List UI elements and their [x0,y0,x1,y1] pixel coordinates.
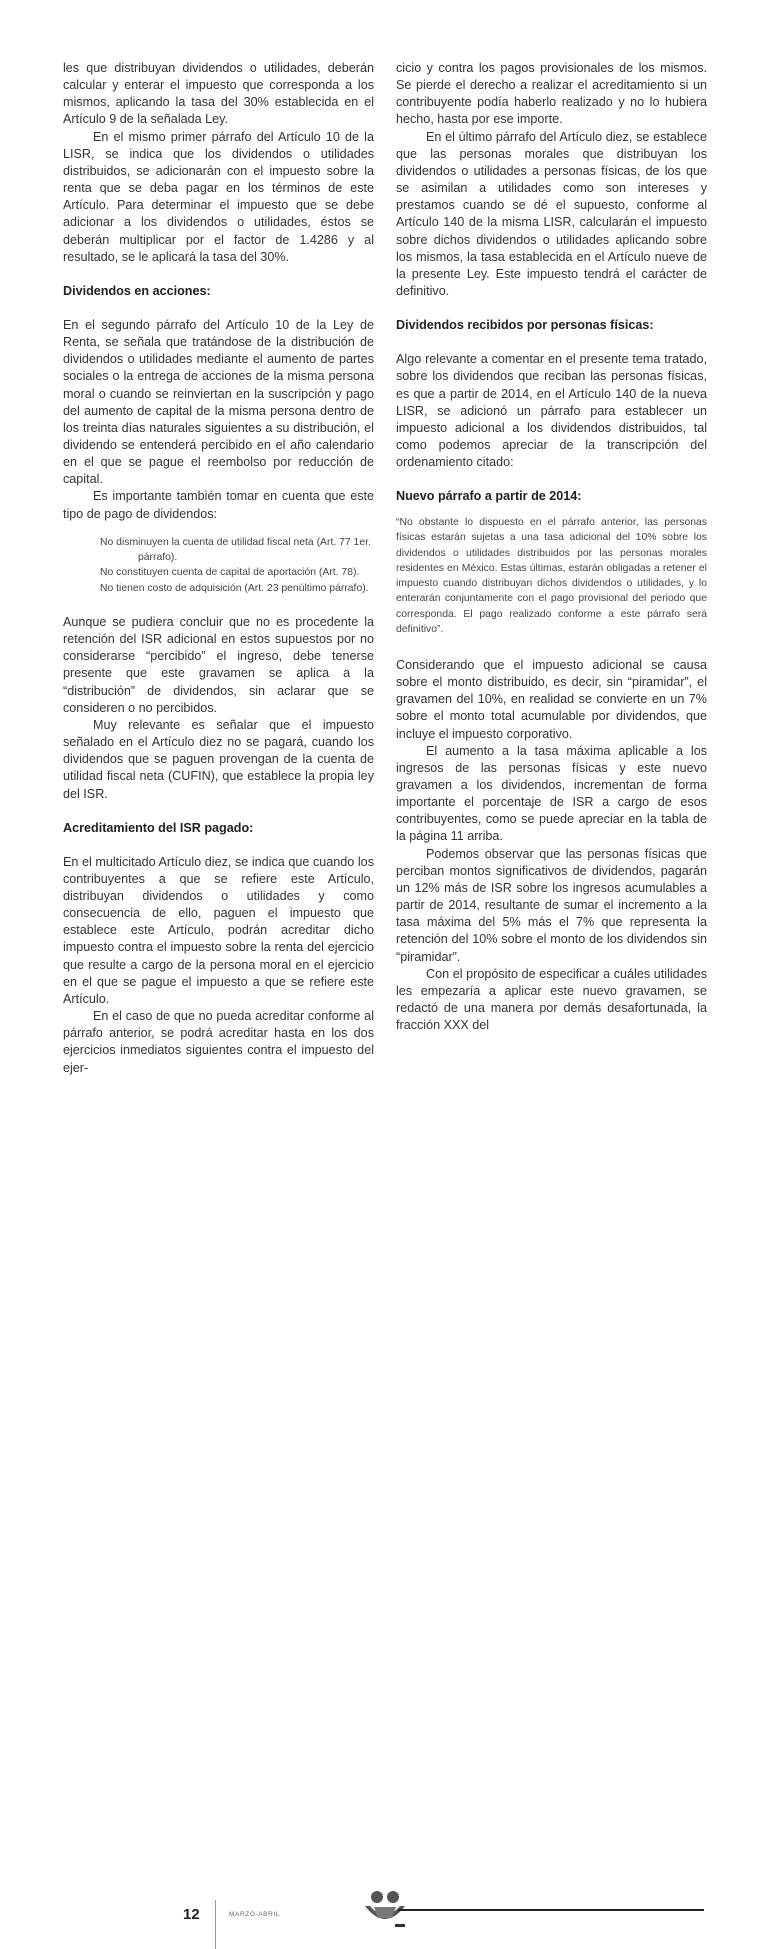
paragraph: Podemos observar que las personas físicas que perciban montos significativos de dividendos, pagarán un 12% más de ISR sobre los ingresos acumulables a partir de 2014, resultante de sumar el incremento a la tasa máxima del 5% más el 7% que representa la retención del 10% sobre el monto de los dividendos sin “piramidar”. [396,846,707,964]
law-quote: “No obstante lo dispuesto en el párrafo anterior, las personas físicas estarán sujetas a una tasa adicional del 10% sobre los dividendos o utilidades distribuidos por las personas morales residentes en México. Estas últimas, estarán obligadas a retener el impuesto cuando distribuyan dichos dividendos o utilidades, y lo enterarán conjuntamente con el pago provisional del periodo que corresponda. El pago realizado conforme a este párrafo será definitivo”. [396,517,707,635]
paragraph: Considerando que el impuesto adicional se causa sobre el monto distribuido, es decir, sin “piramidar”, el gravamen del 10%, en realidad se convierte en un 7% sobre el monto total acumulable por dividendos, que incluye el impuesto corporativo. [396,657,707,741]
dividend-conditions-list [63,535,374,596]
section-heading: Acreditamiento del ISR pagado: [63,820,254,835]
paragraph: Es importante también tomar en cuenta que este tipo de pago de dividendos: [63,489,374,521]
paragraph: les que distribuyan dividendos o utilidades, deberán calcular y enterar el impuesto que corresponda a los mismos, aplicando la tasa del 30% establecida en el Artículo 9 de la señalada Ley. [63,61,374,127]
footer-divider [215,1900,216,1949]
paragraph: Muy relevante es señalar que el impuesto señalado en el Artículo diez no se pagará, cuando los dividendos que se paguen provengan de la cuenta de utilidad fiscal neta (CUFIN), que establece la propia ley del ISR. [63,717,374,801]
page-number: 12 [183,1906,200,1923]
left-column [63,60,374,1077]
section-heading: Nuevo párrafo a partir de 2014: [396,489,582,504]
paragraph: cicio y contra los pagos provisionales de los mismos. Se pierde el derecho a realizar el acreditamiento si un contribuyente podía haberlo realizado y no lo hubiera hecho, hasta por ese importe. [396,61,707,127]
paragraph: El aumento a la tasa máxima aplicable a los ingresos de las personas físicas y este nuevo gravamen a los dividendos, incrementan de forma importante el porcentaje de ISR a cargo de esos contribuyentes, como se puede apreciar en la tabla de la página 11 arriba. [396,743,707,844]
list-item: No disminuyen la cuenta de utilidad fiscal neta (Art. 77 1er. párrafo). [100,536,371,564]
paragraph: Algo relevante a comentar en el presente tema tratado, sobre los dividendos que reciban las personas físicas, es que a partir de 2014, en el Artículo 140 de la nueva LISR, se adicionó un párrafo para establecer un impuesto adicional a los dividendos distribuidos, tal como podemos apreciar de la transcripción del ordenamiento citado: [396,352,707,470]
issue-date: MARZO-ABRIL [229,1911,281,1918]
paragraph: Con el propósito de especificar a cuáles utilidades les empezaría a aplicar este nuevo gravamen, se redactó de una manera por demás desafortunada, la fracción XXX del [396,966,707,1033]
paragraph: En el caso de que no pueda acreditar conforme al párrafo anterior, se podrá acreditar hasta en los dos ejercicios inmediatos siguientes contra el impuesto del ejer- [63,1009,374,1075]
section-heading: Dividendos en acciones: [63,283,211,298]
paragraph: Aunque se pudiera concluir que no es procedente la retención del ISR adicional en estos supuestos por no considerarse “percibido” el ingreso, debe tenerse presente que este gravamen se aplica a la “distribución” de dividendos, sin aclarar que se consideren o no percibidos. [63,614,374,715]
paragraph: En el segundo párrafo del Artículo 10 de la Ley de Renta, se señala que tratándose de la distribución de dividendos o utilidades mediante el aumento de partes sociales o la entrega de acciones de la misma persona moral o cuando se reinviertan en la suscripción y pago del aumento de capital de la misma persona dentro de los treinta días naturales siguientes a su distribución, el dividendo se entenderá percibido en el año calendario en el que se pague el reembolso por reducción de capital. [63,317,374,487]
paragraph: En el multicitado Artículo diez, se indica que cuando los contribuyentes a que se refiere este Artículo, distribuyan dividendos o utilidades y como consecuencia de ello, paguen el impuesto que establece este Artículo, podrán acreditar dicho impuesto contra el impuesto sobre la renta del ejercicio que resulte a cargo de la persona moral en el ejercicio en el que se pague el impuesto a que se refiere este Artículo. [63,854,374,1006]
paragraph: En el mismo primer párrafo del Artículo 10 de la LISR, se indica que los dividendos o utilidades distribuidos, se adicionarán con el impuesto sobre la renta que se deba pagar en los términos de este Artículo. Para determinar el impuesto que se debe adicionar a los dividendos o utilidades, éstos se deberán multiplicar por el factor de 1.4286 y al resultado, se le aplicará la tasa del 30%. [63,129,374,264]
list-item: No constituyen cuenta de capital de aportación (Art. 78). [100,567,360,579]
footer-rule [398,1909,704,1911]
list-item: No tienen costo de adquisición (Art. 23 penúltimo párrafo). [100,582,369,594]
section-heading: Dividendos recibidos por personas físicas: [396,318,654,333]
right-column [396,60,707,1034]
paragraph: En el último párrafo del Artículo diez, se establece que las personas morales que distribuyan los dividendos o utilidades a personas físicas, de los que se asimilan a utilidades como son intereses y prestamos cuando se dé el supuesto, conforme al Artículo 140 de la misma LISR, calcularán el impuesto sobre dichos dividendos o utilidades aplicando sobre los mismos, la tasa establecida en el Artículo nueve de la presente Ley. Este impuesto tendrá el carácter de definitivo. [396,129,707,299]
